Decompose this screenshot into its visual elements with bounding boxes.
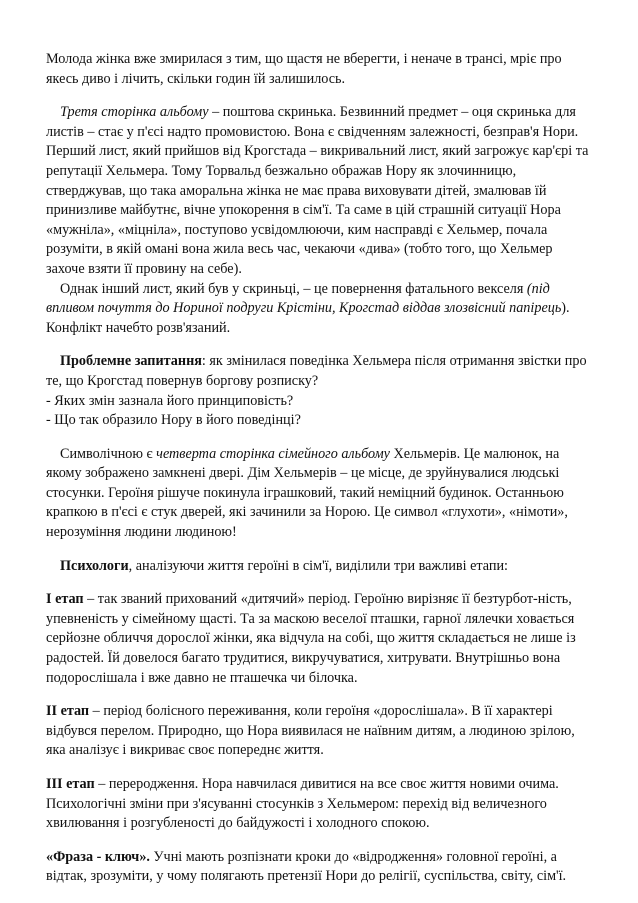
- paragraph-stage-2: [46, 702, 592, 761]
- paragraph-intro: Молода жінка вже змирилася з тим, що щастя не вберегти, і неначе в трансі, мріє про якесь диво і лічить, скільки годин їй залишилось.: [46, 51, 562, 87]
- paragraph-second-letter-italic: (під впливом почуття до Нориної подруги Крістіни, Крогстад віддав злозвісний папірець: [46, 280, 562, 317]
- paragraph-key-phrase: [46, 848, 592, 887]
- paragraph-stage-3: [46, 775, 592, 834]
- paragraph-psychologists: [46, 557, 592, 577]
- paragraph-third-page-text: – поштова скринька. Безвинний предмет – оця скринька для листів – стає у п'єсі надто промовистою. Вона є свідченням залежності, безправ'я Нори. Перший лист, який прийшов від Крогстада – викривальний лист, який загрожує кар'єрі та репутації Хельмера. Тому Торвальд безжально ображав Нору як злочинницю, стверджував, що така аморальна жінка не має права виховувати дітей, змалював їй принизливе майбутнє, вічне упокорення в сім'ї. Та саме в цій страшній ситуації Нора «мужніла», «міцніла», поступово усвідомлюючи, ким насправді є Хельмер, почала розуміти, в якій омані вона жила весь час, чекаючи «дива» (тобто того, що Хельмер захоче взяти її провину на себе).: [46, 104, 589, 277]
- term-problem-question: Проблемне запитання: [60, 353, 202, 370]
- paragraph-fourth-page: [46, 445, 592, 543]
- term-stage-2: ІІ етап: [46, 703, 90, 720]
- paragraph-second-letter: [46, 280, 592, 339]
- paragraph-fourth-page-text: Хельмерів. Це малюнок, на якому зображено замкнені двері. Дім Хельмерів – це місце, де зруйнувалися людські стосунки. Героїня рішуче покинула іграшковий, такий неміцний будинок. Останньою крапкою в п'єсі є стук дверей, які зачинили за Норою. Це символ «глухоти», «німоти», нерозуміння людини людиною!: [46, 445, 568, 541]
- term-key-phrase: «Фраза - ключ».: [46, 848, 150, 865]
- question-1: - Яких змін зазнала його принциповість?: [46, 392, 294, 409]
- term-fourth-page: четверта сторінка сімейного альбому: [156, 445, 390, 462]
- paragraph-problem-question-text: : як змінилася поведінка Хельмера після отримання звістки про те, що Крогстад повернув боргову розписку?: [46, 353, 587, 389]
- paragraph-stage-2-text: – період болісного переживання, коли героїня «дорослішала». В її характері відбувся перелом. Природно, що Нора виявилася не наївним дитям, а людиною зрілою, яка аналізує і викриває своє попереднє життя.: [46, 703, 575, 759]
- paragraph-problem-question: [46, 352, 592, 391]
- paragraph-fourth-page-start: Символічною є: [60, 445, 157, 462]
- term-psychologists: Психологи: [60, 557, 129, 574]
- paragraph-second-letter-end: ). Конфлікт начебто розв'язаний.: [46, 300, 570, 336]
- paragraph-third-page: [46, 103, 592, 279]
- paragraph-stage-1: [46, 590, 592, 688]
- question-2: - Що так образило Нору в його поведінці?: [46, 412, 301, 429]
- term-stage-3: ІІІ етап: [46, 776, 95, 792]
- paragraph-stage-1-text: – так званий прихований «дитячий» період. Героїню вирізняє її безтурбот-ність, упевненість у сімейному щасті. Та за маскою веселої пташки, гарної лялечки ховається серйозне обличчя дорослої жінки, яка відчула на собі, що життя складається не лише із радостей. Їй довелося багато трудитися, викручуватися, хитрувати. Внутрішньо вона подорослішала і вже давно не пташечка чи білочка.: [46, 591, 576, 686]
- term-stage-1: І етап: [46, 591, 84, 608]
- term-third-page: Третя сторінка альбому: [60, 104, 209, 121]
- paragraph-psychologists-text: , аналізуючи життя героїні в сім'ї, виділили три важливі етапи:: [128, 557, 509, 574]
- paragraph-key-phrase-text: Учні мають розпізнати кроки до «відродження» головної героїні, а відтак, зрозуміти, у чому полягають претензії Нори до релігії, суспільства, світу, сім'ї.: [46, 848, 567, 885]
- paragraph-stage-3-text: – переродження. Нора навчилася дивитися на все своє життя новими очима. Психологічні зміни при з'ясуванні стосунків з Хельмером: перехід від величезного хвилювання і розгубленості до байдужості і холодного спокою.: [46, 776, 559, 832]
- paragraph-second-letter-text: Однак інший лист, який був у скриньці, – це повернення фатального векселя: [60, 280, 527, 297]
